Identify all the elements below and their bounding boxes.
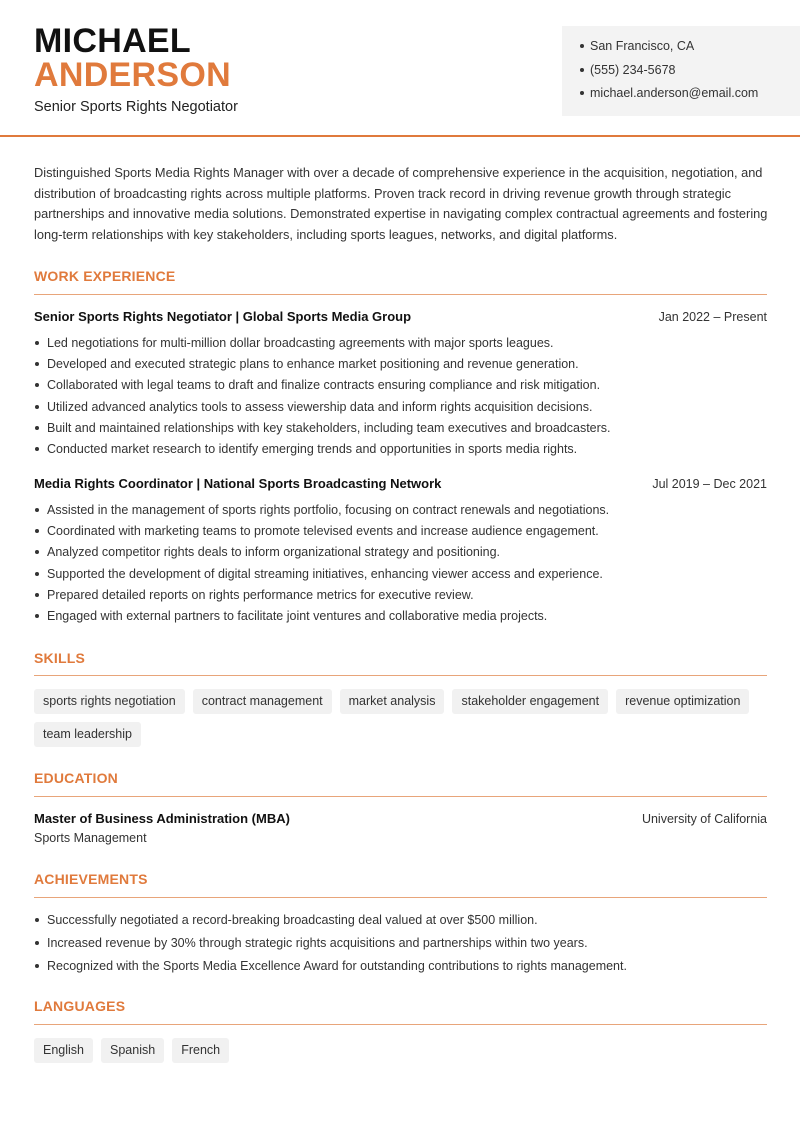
section-title-languages: LANGUAGES	[34, 998, 126, 1014]
contact-location: San Francisco, CA	[580, 38, 800, 62]
list-item: Collaborated with legal teams to draft and finalize contracts ensuring compliance and risk mitigation.	[34, 377, 774, 398]
contact-list	[580, 38, 800, 109]
job-role: Media Rights Coordinator | National Sports Broadcasting Network	[34, 476, 442, 491]
contact-phone: (555) 234-5678	[580, 62, 800, 86]
list-item: Analyzed competitor rights deals to inform organizational strategy and positioning.	[34, 544, 774, 565]
section-divider	[34, 675, 767, 676]
section-divider	[34, 294, 767, 295]
contact-email[interactable]: michael.anderson@email.com	[580, 85, 800, 109]
job-bullets	[34, 502, 774, 629]
job-header	[34, 309, 767, 324]
list-item: Utilized advanced analytics tools to assess viewership data and inform rights acquisition decisions.	[34, 399, 774, 420]
first-name: MICHAEL	[34, 22, 191, 60]
job-date: Jul 2019 – Dec 2021	[652, 477, 767, 491]
list-item: Engaged with external partners to facilitate joint ventures and collaborative media projects.	[34, 608, 774, 629]
section-divider	[34, 796, 767, 797]
contact-box	[562, 26, 800, 116]
education-header	[34, 811, 767, 826]
list-item: Assisted in the management of sports rights portfolio, focusing on contract renewals and negotiations.	[34, 502, 774, 523]
list-item: Recognized with the Sports Media Excellence Award for outstanding contributions to rights management.	[34, 958, 774, 981]
education-school: University of California	[641, 812, 767, 826]
job-header	[34, 476, 767, 491]
section-title-work: WORK EXPERIENCE	[34, 268, 176, 284]
language-tag: French	[172, 1038, 229, 1063]
section-title-education: EDUCATION	[34, 770, 118, 786]
list-item: Successfully negotiated a record-breaking broadcasting deal valued at over $500 million.	[34, 912, 774, 935]
list-item: Supported the development of digital streaming initiatives, enhancing viewer access and experience.	[34, 566, 774, 587]
skill-tag: revenue optimization	[616, 689, 749, 714]
job-role: Senior Sports Rights Negotiator | Global Sports Media Group	[34, 309, 412, 324]
section-divider	[34, 897, 767, 898]
skill-tag: market analysis	[340, 689, 445, 714]
list-item: Built and maintained relationships with key stakeholders, including team executives and broadcasters.	[34, 420, 774, 441]
summary-paragraph: Distinguished Sports Media Rights Manager with over a decade of comprehensive experience in the acquisition, negotiation, and distribution of broadcasting rights across multiple platforms. Proven track record in driving revenue growth through strategic partnerships and innovative media solutions. Demonstrated expertise in navigating complex contractual agreements and fostering long-term relationships with key stakeholders, including sports leagues, networks, and digital platforms.	[34, 165, 768, 243]
section-divider	[34, 1024, 767, 1025]
list-item: Led negotiations for multi-million dollar broadcasting agreements with major sports leagues.	[34, 335, 774, 356]
section-title-skills: SKILLS	[34, 650, 85, 666]
section-title-achievements: ACHIEVEMENTS	[34, 871, 148, 887]
achievement-bullets	[34, 912, 774, 981]
skill-tag: stakeholder engagement	[452, 689, 608, 714]
skill-tag: team leadership	[34, 722, 141, 747]
resume-header	[0, 0, 800, 137]
education-field: Sports Management	[34, 831, 147, 845]
skills-tags	[34, 689, 774, 747]
list-item: Developed and executed strategic plans to enhance market positioning and revenue generation.	[34, 356, 774, 377]
list-item: Increased revenue by 30% through strategic rights acquisitions and partnerships within two years.	[34, 935, 774, 958]
language-tag: Spanish	[101, 1038, 164, 1063]
last-name: ANDERSON	[34, 56, 231, 94]
list-item: Coordinated with marketing teams to promote televised events and increase audience engagement.	[34, 523, 774, 544]
list-item: Conducted market research to identify emerging trends and opportunities in sports media rights.	[34, 441, 774, 462]
list-item: Prepared detailed reports on rights performance metrics for executive review.	[34, 587, 774, 608]
job-title: Senior Sports Rights Negotiator	[34, 99, 238, 115]
job-bullets	[34, 335, 774, 462]
job-date: Jan 2022 – Present	[658, 310, 767, 324]
education-degree: Master of Business Administration (MBA)	[34, 811, 290, 826]
skill-tag: contract management	[193, 689, 332, 714]
skill-tag: sports rights negotiation	[34, 689, 185, 714]
language-tags	[34, 1038, 774, 1063]
language-tag: English	[34, 1038, 93, 1063]
